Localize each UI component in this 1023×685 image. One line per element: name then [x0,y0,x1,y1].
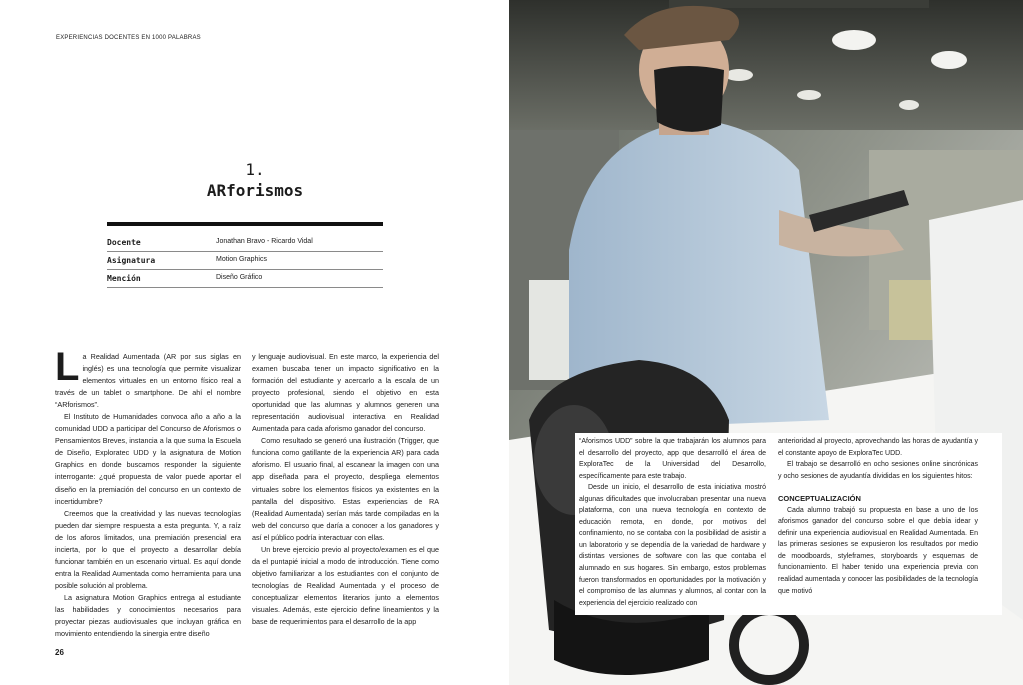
paragraph: Como resultado se generó una ilustración (Trigger, que funciona como gatillante de la experiencia AR) para cada aforismo. El usuario final, al escanear la imagen con una app diseñada para el proyecto, despliega elementos virtuales sobre los elementos físicos ya existentes en la pantalla del dispositivo. Estas experiencias de RA (Realidad Aumentada) serían más tarde compiladas en la web del concurso que daría a conocer a los ganadores y así el público podría interactuar con ellas. [252,436,439,542]
info-key: Mención [107,274,141,283]
drop-cap: L [55,345,80,389]
paragraph: “Aforismos UDD” sobre la que trabajarán los alumnos para el desarrollo del proyecto, app que desarrolló el área de ExploraTec de la Universidad del Desarrollo, específicamente para este trabajo. [579,438,766,480]
info-row-asignatura [107,252,383,270]
section-number: 1. [245,160,265,179]
paragraph: Cada alumno trabajó su propuesta en base a uno de los aforismos ganador del concurso sobre el que debía idear y definir una experiencia audiovisual en Realidad Aumentada. En las primeras sesiones se expusieron los resultados por medio de moodboards, styleframes, storyboards y esquemas de funcionamiento. El haber tenido una experiencia previa con realidad aumentada y conocer las posibilidades de la tecnología que motivó [778,506,978,595]
paragraph: Creemos que la creatividad y las nuevas tecnologías pueden dar siempre respuesta a esta pregunta. Y, a raíz de los aforos limitados, una premiación presencial era incierta, por lo que el proyecto a desarrollar debía funcionar también en un escenario virtual. Es aquí donde entra la Realidad Aumentada como herramienta para una posible solución al problema. [55,508,241,590]
paragraph: Desde un inicio, el desarrollo de esta iniciativa mostró algunas dificultades que involucraban presentar una nueva plataforma, con una nueva tecnología en contexto de educación remota, en donde, por motivos del confinamiento, no se contaba con la posibilidad de asistir a un laboratorio y se dependía de la variedad de hardware y distintas versiones de software con las que contaba el alumnado en sus hogares. Sin embargo, estos problemas fueron transformados en oportunidades por la motivación y el compromiso de las alumnas y alumnos, al contar con la experiencia del ejercicio realizado con [579,484,766,607]
page-number: 26 [55,648,64,657]
body-column-4 [778,436,978,597]
body-column-2 [252,351,439,628]
paragraph: La asignatura Motion Graphics entrega al estudiante las habilidades y conocimientos necesarios para proyectar piezas audiovisuales que incluyan gráfica en movimiento entendiendo la sinergia entre diseño [55,592,241,639]
paragraph: El Instituto de Humanidades convoca año a año a la comunidad UDD a participar del Concurso de Aforismos o Pensamientos Breves, instancia a la que suma la Escuela de Diseño, Exploratec UDD y la asignatura de Motion Graphics en donde buscamos responder la siguiente interrogante: ¿qué propuesta de valor puede aportar el diseño en la premiación del concurso en un contexto de incertidumbre? [55,412,241,506]
info-value: Jonathan Bravo - Ricardo Vidal [216,238,313,245]
text-panel [575,433,1002,615]
info-row-docente [107,234,383,252]
paragraph: La Realidad Aumentada (AR por sus siglas en inglés) es una tecnología que permite visualizar elementos virtuales en un entorno físico real a través de un tablet o smartphone. De ahí el nombre “ARforismos”. [55,345,241,410]
info-key: Asignatura [107,256,156,265]
info-value: Diseño Gráfico [216,274,263,281]
info-key: Docente [107,238,141,247]
running-header: EXPERIENCIAS DOCENTES EN 1000 PALABRAS [56,35,201,41]
paragraph: anterioridad al proyecto, aprovechando las horas de ayudantía y el constante apoyo de ExploraTec UDD. [778,438,978,457]
section-title: ARforismos [206,181,304,200]
body-column-1 [55,345,241,640]
body-column-3 [579,436,766,609]
info-row-mencion [107,270,383,288]
info-value: Motion Graphics [216,256,267,263]
paragraph: y lenguaje audiovisual. En este marco, la experiencia del examen buscaba tener un impacto significativo en la formación del estudiante y acercarlo a la escala de un proyecto profesional, siendo el objetivo en esta oportunidad que las alumnas y alumnos generen una representación audiovisual interactiva en Realidad Aumentada para cada aforismo ganador del concurso. [252,352,439,434]
subheading: CONCEPTUALIZACIÓN [778,494,861,504]
info-table-top-rule [107,222,383,226]
paragraph: Un breve ejercicio previo al proyecto/examen es el que da el puntapié inicial a modo de introducción. Tiene como objetivo familiarizar a los estudiantes con el conjunto de tecnologías de Realidad Aumentada y el proceso de conceptualizar elementos literarios junto a elementos visuales. Además, este ejercicio define lineamientos y la base de requerimientos para el desarrollo de la app [252,544,439,627]
paragraph: El trabajo se desarrolló en ocho sesiones online sincrónicas y ocho sesiones de ayudantía divididas en los siguientes hitos: [778,461,978,480]
